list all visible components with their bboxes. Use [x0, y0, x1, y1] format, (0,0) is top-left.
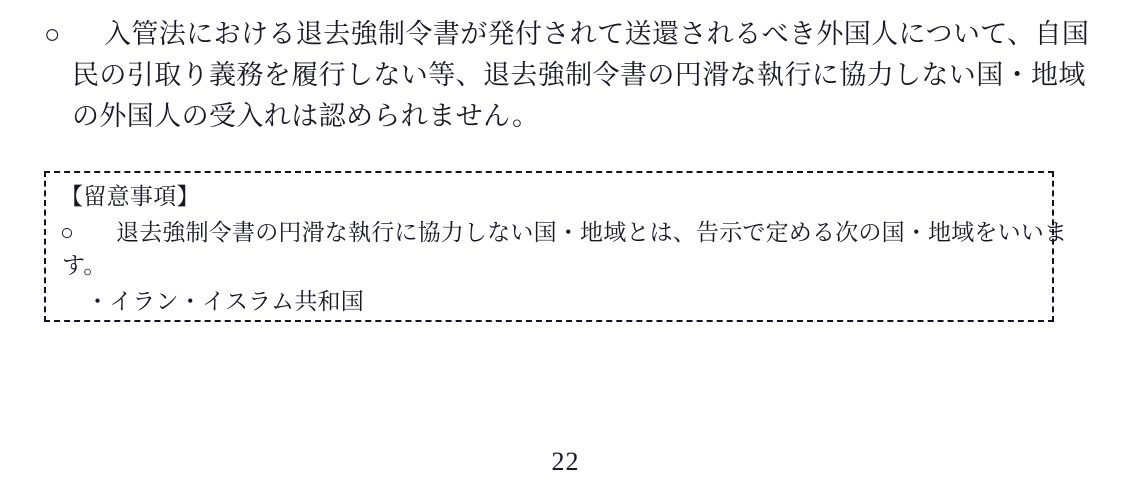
main-paragraph-line-2: 民の引取り義務を履行しない等、退去強制令書の円滑な執行に協力しない国・地域 — [72, 60, 1086, 91]
main-paragraph-line-1-text: 入管法における退去強制令書が発付されて送還されるべき外国人について、自国 — [104, 19, 1090, 49]
note-box-line-1-text: 退去強制令書の円滑な執行に協力しない国・地域とは、告示で定める次の国・地域をいいま — [116, 220, 1068, 246]
note-bullet-circle-icon: ○ — [60, 220, 75, 246]
main-paragraph — [44, 14, 1100, 137]
note-box — [44, 171, 1068, 322]
main-paragraph-line-3: の外国人の受入れは認められません。 — [72, 101, 540, 132]
bullet-circle-icon: ○ — [44, 19, 61, 49]
main-paragraph-line-1 — [44, 14, 1100, 55]
note-box-line-1 — [60, 216, 1068, 249]
page-number: 22 — [551, 447, 580, 476]
note-box-line-2: す。 — [62, 253, 107, 279]
note-box-title: 【留意事項】 — [60, 184, 200, 209]
note-box-line-3: ・イラン・イスラム共和国 — [86, 288, 364, 314]
